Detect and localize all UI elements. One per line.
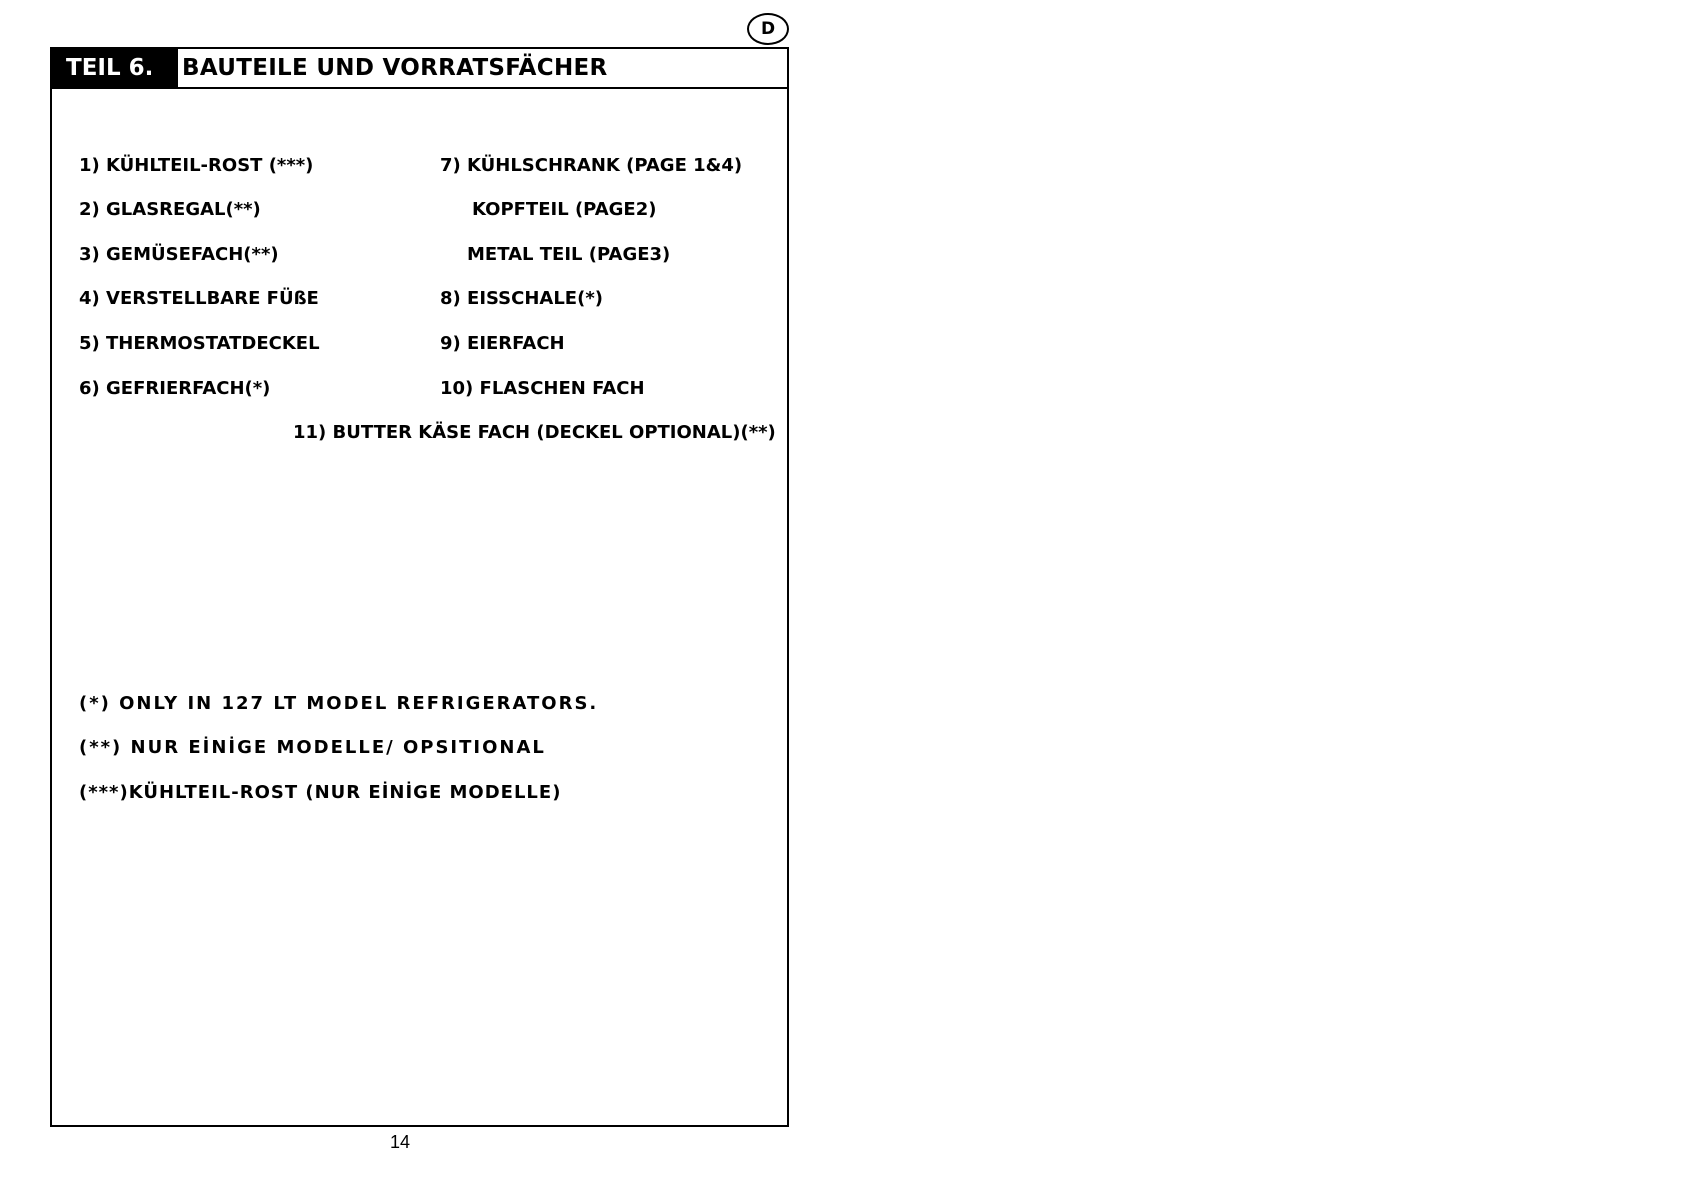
part-item-4: 4) VERSTELLBARE FÜßE <box>79 288 319 309</box>
section-title: BAUTEILE UND VORRATSFÄCHER <box>182 55 608 81</box>
part-item-3: 3) GEMÜSEFACH(**) <box>79 244 279 265</box>
part-item-11: 11) BUTTER KÄSE FACH (DECKEL OPTIONAL)(**) <box>293 422 776 443</box>
part-item-6: 6) GEFRIERFACH(*) <box>79 378 271 399</box>
section-label: TEIL 6. <box>52 49 178 87</box>
footnote-2: (**) NUR EİNİGE MODELLE/ OPSITIONAL <box>79 737 546 758</box>
footnote-1: (*) ONLY IN 127 LT MODEL REFRIGERATORS. <box>79 693 599 714</box>
part-item-2: 2) GLASREGAL(**) <box>79 199 261 220</box>
part-item-8: 8) EISSCHALE(*) <box>440 288 603 309</box>
page-number: 14 <box>389 1132 411 1152</box>
part-item-5: 5) THERMOSTATDECKEL <box>79 333 320 354</box>
part-item-10: 10) FLASCHEN FACH <box>440 378 645 399</box>
part-item-7-sub-kopfteil: KOPFTEIL (PAGE2) <box>472 199 657 220</box>
section-header <box>52 49 787 89</box>
part-item-7-sub-metal: METAL TEIL (PAGE3) <box>467 244 671 265</box>
footnote-3: (***)KÜHLTEIL-ROST (NUR EİNİGE MODELLE) <box>79 782 562 803</box>
part-item-1: 1) KÜHLTEIL-ROST (***) <box>79 155 314 176</box>
part-item-7: 7) KÜHLSCHRANK (PAGE 1&4) <box>440 155 743 176</box>
part-item-9: 9) EIERFACH <box>440 333 565 354</box>
language-badge: D <box>747 13 789 45</box>
